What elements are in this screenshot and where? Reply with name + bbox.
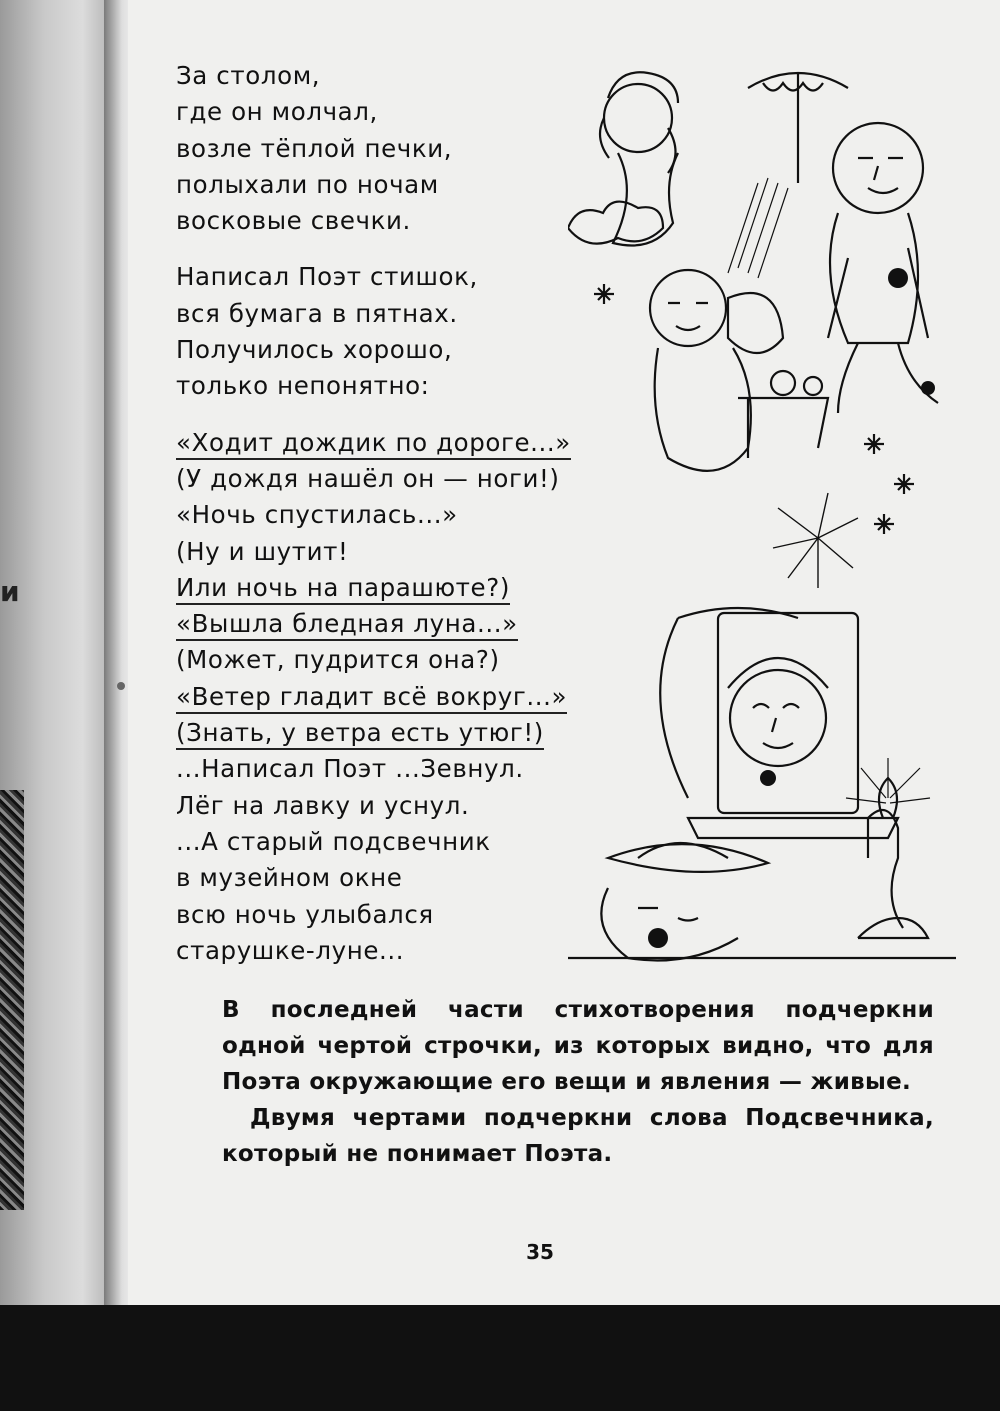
star-icon [864,434,884,454]
left-page-edge-text: и [0,575,20,608]
man-cloak-icon [838,343,938,413]
shade-dot-icon [760,770,776,786]
poem-line-text: (Может, пудрится она?) [176,645,500,675]
shade-dot-icon [888,268,908,288]
poem-line-text: вся бумага в пятнах. [176,298,458,328]
sparkle-icon [773,493,858,588]
poem-line-text: Лёг на лавку и уснул. [176,790,470,820]
window-sill-icon [688,818,898,838]
poem-line-text: Получилось хорошо, [176,335,453,365]
task-instructions [222,992,934,1172]
ink-blot [117,682,125,690]
fairy-head-icon [604,84,672,152]
shade-dot-icon [648,928,668,948]
fairy-body-icon [613,153,678,246]
star-icon [894,474,914,494]
bonnet-icon [728,658,828,688]
poem-line-text: всю ночь улыбался [176,899,434,929]
star-icon [594,284,614,304]
wing-icon [728,293,783,353]
poem-line-text-underlined: «Ходит дождик по дороге...» [176,428,571,460]
poem-line-text: Написал Поэт стишок, [176,262,478,292]
star-icon [874,514,894,534]
poem-line-text: где он молчал, [176,97,378,127]
window-frame-icon [718,613,858,813]
child-body-icon [655,348,751,471]
man-face-icon [858,158,903,193]
task-paragraph-1: В последней части стихотворения подчеркни одной чертой строчки, из которых видно, что для Поэта окружающие его вещи и явления — живые. [222,997,934,1095]
fairy-hair-icon [600,72,678,173]
poem-line-text: (Ну и шутит! [176,536,349,566]
poem-line-text-underlined: (Знать, у ветра есть утюг!) [176,718,544,750]
poem-line-text: полыхали по ночам [176,169,439,199]
poem-line-text: За столом, [176,61,321,90]
pot-icon [771,371,795,395]
child-head-icon [650,270,726,346]
poem-line-text: возле тёплой печки, [176,133,453,163]
old-woman-face-icon [753,704,799,748]
poem-line-text: ...А старый подсвечник [176,826,491,856]
hat-icon [608,843,768,872]
man-body-icon [828,213,928,343]
poem-line-text: только непонятно: [176,371,430,401]
poem-line-text-underlined: «Вышла бледная луна...» [176,609,518,641]
poem-line-text-underlined: Или ночь на парашюте?) [176,573,510,605]
poem-line-text: восковые свечки. [176,206,411,236]
poem-line-text: старушке-луне... [176,935,405,965]
poem-illustration [568,58,956,968]
poem-line-text-underlined: «Ветер гладит всё вокруг...» [176,682,567,714]
poem-line-text: «Ночь спустилась...» [176,500,458,530]
poem-line-text: ...Написал Поэт ...Зевнул. [176,754,524,784]
left-page-edge [0,0,110,1305]
poem-line-text: (У дождя нашёл он — ноги!) [176,463,560,493]
rain-icon [728,178,788,278]
ink-shading [648,268,935,948]
left-page-ornament [0,790,24,1210]
scan-background [0,1305,1000,1411]
page-number: 35 [526,1240,554,1264]
cup-icon [804,377,822,395]
curtain-icon [660,608,798,798]
shade-dot-icon [921,381,935,395]
poem-line-text: в музейном окне [176,863,403,893]
child-face-icon [668,303,708,330]
old-woman-head-icon [730,670,826,766]
sleeping-poet-icon [601,888,738,961]
task-paragraph-2: Двумя чертами подчеркни слова Подсвечника, который не понимает Поэта. [222,1105,934,1167]
